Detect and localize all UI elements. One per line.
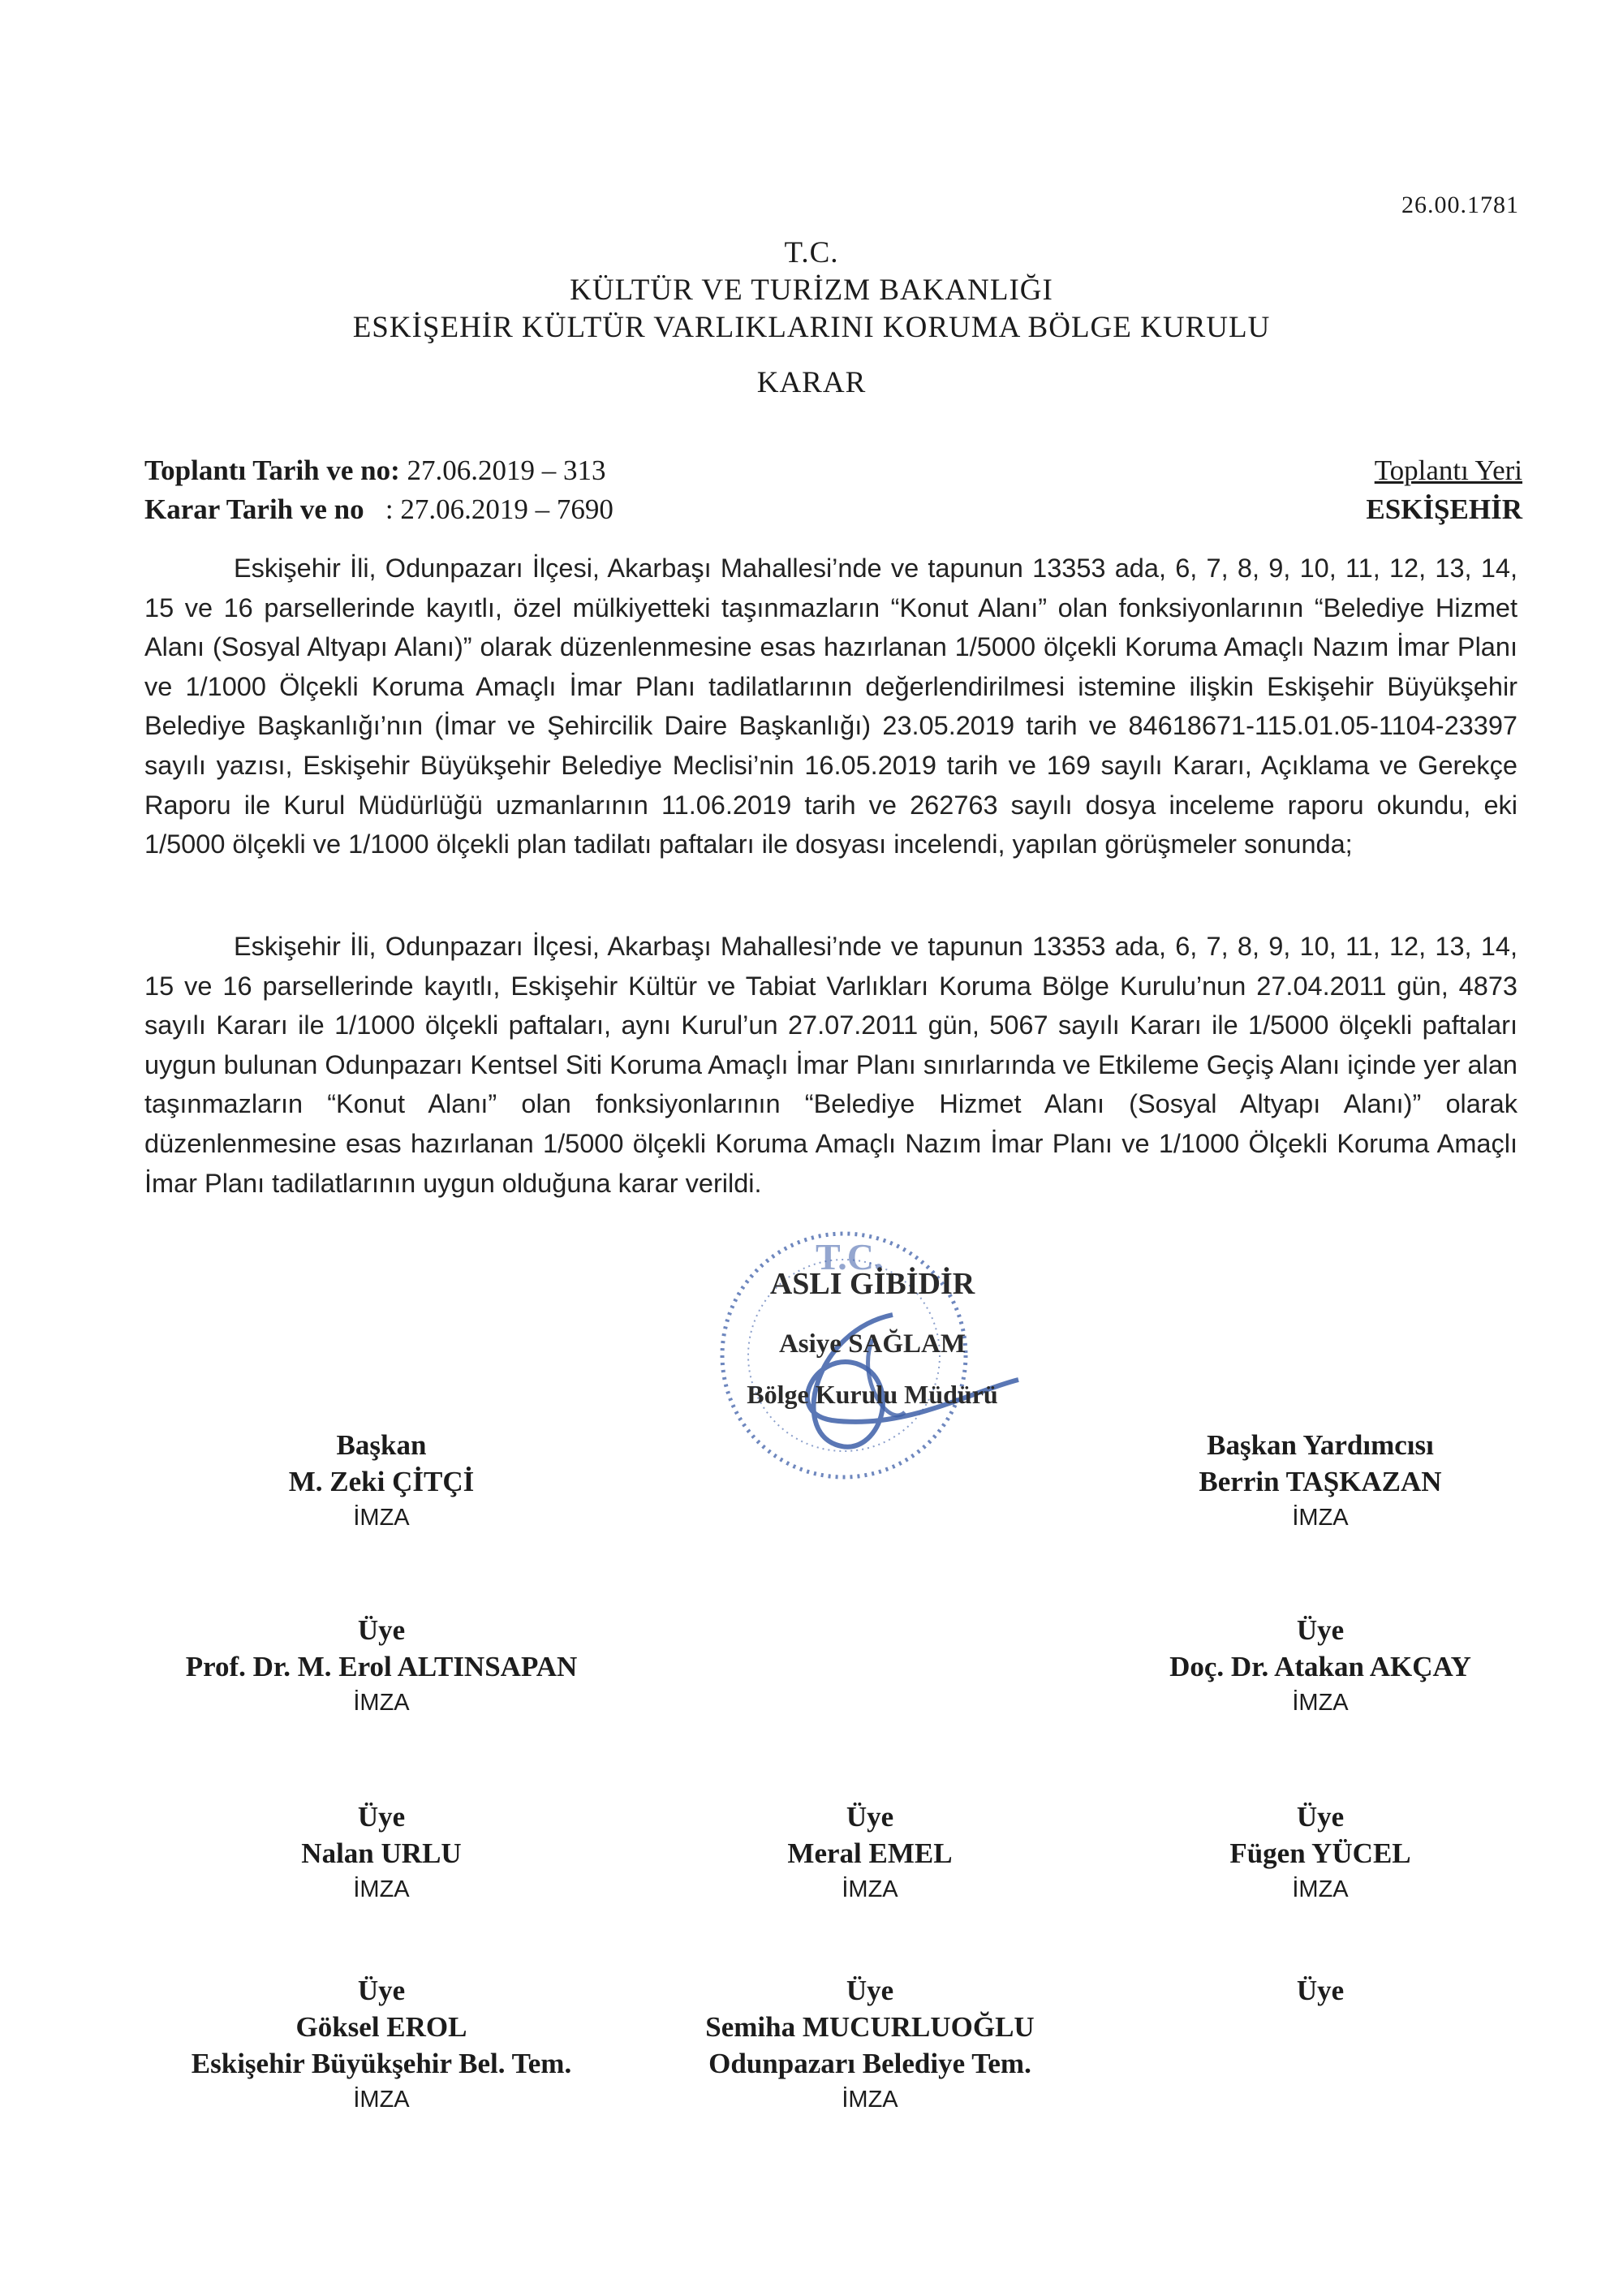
signature-role: Başkan Yardımcısı bbox=[1207, 1429, 1434, 1461]
meeting-date-value: 27.06.2019 – 313 bbox=[399, 454, 606, 486]
signature-role: Üye bbox=[357, 1975, 406, 2006]
signature-name: Göksel EROL bbox=[295, 2011, 467, 2043]
signature-imza: İMZA bbox=[353, 1876, 410, 1902]
signature-imza: İMZA bbox=[353, 1505, 410, 1531]
signature-name: Prof. Dr. M. Erol ALTINSAPAN bbox=[185, 1651, 578, 1682]
stamp-title: Bölge Kurulu Müdürü bbox=[747, 1380, 998, 1409]
signature-role: Başkan bbox=[336, 1429, 427, 1461]
signature-member-erol bbox=[130, 1972, 633, 2117]
signature-name: Fügen YÜCEL bbox=[1229, 1837, 1411, 1869]
signature-role: Üye bbox=[846, 1801, 894, 1833]
document-number: 26.00.1781 bbox=[1401, 192, 1519, 218]
signature-role: Üye bbox=[357, 1614, 406, 1646]
header-board: ESKİŞEHİR KÜLTÜR VARLIKLARINI KORUMA BÖLGE KURULU bbox=[352, 311, 1271, 344]
meeting-place-label: Toplantı Yeri bbox=[1374, 454, 1522, 486]
header-title: KARAR bbox=[756, 366, 867, 399]
stamp-certified: ASLI GİBİDİR bbox=[769, 1267, 975, 1301]
signature-representation: Odunpazarı Belediye Tem. bbox=[708, 2048, 1031, 2079]
signature-representation: Eskişehir Büyükşehir Bel. Tem. bbox=[191, 2048, 572, 2079]
meeting-place bbox=[1366, 451, 1522, 529]
signature-name: M. Zeki ÇİTÇİ bbox=[288, 1466, 475, 1497]
signature-member-yucel bbox=[1069, 1798, 1572, 1907]
signature-name: Meral EMEL bbox=[787, 1837, 953, 1869]
signature-role: Üye bbox=[1296, 1614, 1345, 1646]
paragraph-2: Eskişehir İli, Odunpazarı İlçesi, Akarbaşı Mahallesi’nde ve tapunun 13353 ada, 6, 7, 8, 9, 10, 11, 12, 13, 14, 15 ve 16 parsellerinde kayıtlı, Eskişehir Kültür ve Tabiat Varlıkları Koruma Bölge Kurulu’nun 27.04.2011 gün, 4873 sayılı Kararı ile 1/1000 ölçekli paftaları, aynı Kurul’un 27.07.2011 gün, 5067 sayılı Kararı ile 1/5000 ölçekli paftaları uygun bulunan Odunpazarı Kentsel Siti Koruma Amaçlı İmar Planı sınırlarında ve Etkileme Geçiş Alanı içinde yer alan taşınmazların “Konut Alanı” olan fonksiyonlarının “Belediye Hizmet Alanı (Sosyal Altyapı Alanı)” olarak düzenlenmesine esas hazırlanan 1/5000 ölçekli Koruma Amaçlı Nazım İmar Planı ve 1/1000 Ölçekli Koruma Amaçlı İmar Planı tadilatlarının uygun olduğuna karar verildi. bbox=[144, 932, 1518, 1198]
signature-member-altinsapan bbox=[130, 1612, 633, 1721]
official-stamp bbox=[694, 1217, 1035, 1493]
decision-date-value: : 27.06.2019 – 7690 bbox=[364, 493, 613, 525]
signature-imza: İMZA bbox=[1292, 1505, 1349, 1531]
signature-member-mucurluoglu bbox=[618, 1972, 1121, 2117]
signature-role: Üye bbox=[846, 1975, 894, 2006]
seal-top-text: T.C. bbox=[816, 1236, 884, 1277]
signature-name: Nalan URLU bbox=[301, 1837, 462, 1869]
decision-date-label: Karar Tarih ve no bbox=[144, 493, 364, 525]
signature-role: Üye bbox=[1296, 1975, 1345, 2006]
signature-member-empty bbox=[1069, 1972, 1572, 2009]
paragraph-1: Eskişehir İli, Odunpazarı İlçesi, Akarbaşı Mahallesi’nde ve tapunun 13353 ada, 6, 7, 8, 9, 10, 11, 12, 13, 14, 15 ve 16 parsellerinde kayıtlı, özel mülkiyetteki taşınmazların “Konut Alanı” olan fonksiyonlarının “Belediye Hizmet Alanı (Sosyal Altyapı Alanı)” olarak düzenlenmesine esas hazırlanan 1/5000 ölçekli Koruma Amaçlı Nazım İmar Planı ve 1/1000 Ölçekli Koruma Amaçlı İmar Planı tadilatlarının değerlendirilmesi istemine ilişkin Eskişehir Büyükşehir Belediye Başkanlığı’nın (İmar ve Şehircilik Daire Başkanlığı) 23.05.2019 tarih ve 84618671-115.01.05-1104-23397 sayılı yazısı, Eskişehir Büyükşehir Belediye Meclisi’nin 16.05.2019 tarih ve 169 sayılı Kararı, Açıklama ve Gerekçe Raporu ile Kurul Müdürlüğü uzmanlarının 11.06.2019 tarih ve 262763 sayılı dosya inceleme raporu okundu, eki 1/5000 ölçekli ve 1/1000 ölçekli plan tadilatı paftaları ile dosyası incelendi, yapılan görüşmeler sonunda; bbox=[144, 554, 1518, 859]
signature-imza: İMZA bbox=[353, 2087, 410, 2113]
signature-imza: İMZA bbox=[1292, 1690, 1349, 1716]
signature-member-urlu bbox=[130, 1798, 633, 1907]
signature-name: Semiha MUCURLUOĞLU bbox=[705, 2011, 1035, 2043]
signature-name: Berrin TAŞKAZAN bbox=[1199, 1466, 1442, 1497]
signature-name: Doç. Dr. Atakan AKÇAY bbox=[1169, 1651, 1471, 1682]
meeting-info bbox=[144, 451, 613, 529]
signature-imza: İMZA bbox=[842, 2087, 898, 2113]
signature-imza: İMZA bbox=[1292, 1876, 1349, 1902]
signature-imza: İMZA bbox=[353, 1690, 410, 1716]
stamp-name: Asiye SAĞLAM bbox=[778, 1329, 966, 1359]
signature-imza: İMZA bbox=[842, 1876, 898, 1902]
meeting-date-label: Toplantı Tarih ve no: bbox=[144, 454, 400, 486]
signature-member-akcay bbox=[1069, 1612, 1572, 1721]
meeting-place-value: ESKİŞEHİR bbox=[1366, 493, 1522, 525]
signature-role: Üye bbox=[357, 1801, 406, 1833]
signature-vice-chairman bbox=[1069, 1427, 1572, 1536]
header-ministry: KÜLTÜR VE TURİZM BAKANLIĞI bbox=[570, 274, 1053, 307]
header-tc: T.C. bbox=[784, 236, 839, 269]
signature-chairman bbox=[130, 1427, 633, 1536]
signature-member-emel bbox=[618, 1798, 1121, 1907]
signature-role: Üye bbox=[1296, 1801, 1345, 1833]
